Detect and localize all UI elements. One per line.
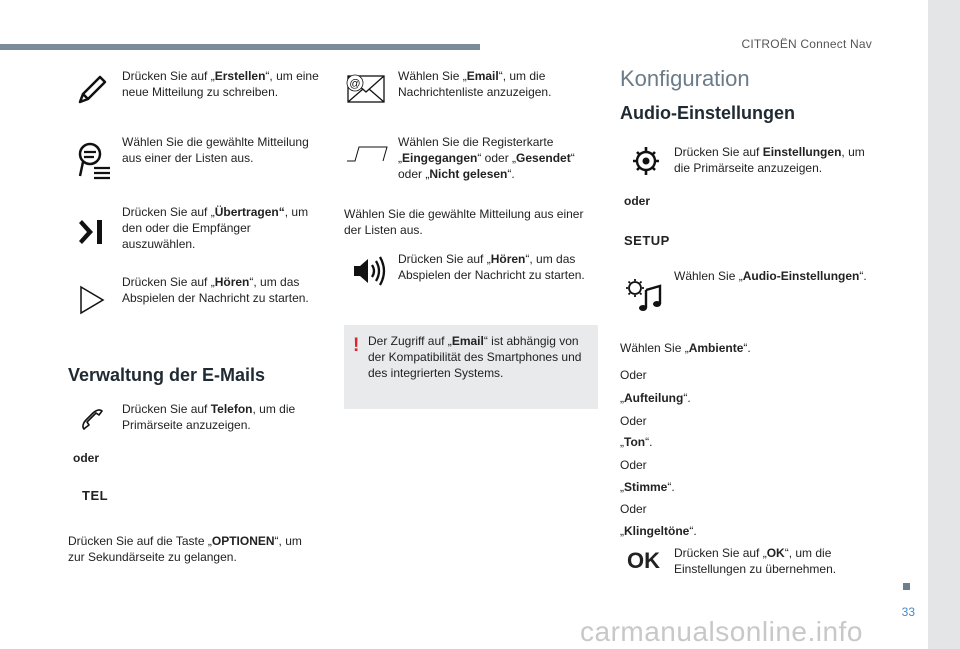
forward-icon: [76, 218, 108, 246]
oder-text-2: Oder: [620, 414, 647, 428]
speaker-icon: [352, 255, 386, 287]
page-header: CITROËN Connect Nav: [741, 37, 872, 51]
phone-icon: [80, 407, 106, 433]
warning-icon: !: [353, 335, 360, 356]
gear-icon: [632, 146, 660, 176]
tel-key: TEL: [82, 488, 109, 503]
tab-instruction: Wählen Sie die Registerkarte „Eingegangen“ oder „Gesendet“ oder „Nicht gelesen“.: [398, 135, 575, 181]
audio-settings-icon: [624, 278, 664, 312]
ok-key: OK: [627, 548, 660, 573]
watermark: carmanualsonline.info: [580, 616, 863, 647]
oder-text-1: Oder: [620, 368, 647, 382]
create-instruction: Drücken Sie auf „Erstellen“, um eine neue Mitteilung zu schreiben.: [122, 69, 319, 99]
pencil-icon: [76, 72, 108, 106]
side-margin-bar: [928, 0, 960, 649]
aufteilung-text: „Aufteilung“.: [620, 391, 691, 405]
play-icon: [78, 285, 106, 315]
select-mail-text: Wählen Sie die gewählte Mitteilung aus einer der Listen aus.: [344, 207, 584, 237]
email-section-heading: Verwaltung der E-Mails: [68, 365, 266, 385]
email-icon: [346, 72, 386, 104]
top-rule: [0, 44, 480, 50]
page-number: 33: [901, 605, 915, 619]
setup-key: SETUP: [624, 233, 670, 248]
message-list-icon: [74, 140, 112, 180]
phone-instruction: Drücken Sie auf Telefon, um die Primärseite anzuzeigen.: [122, 402, 296, 432]
klingeltoene-text: „Klingeltöne“.: [620, 524, 697, 538]
ton-text: „Ton“.: [620, 435, 653, 449]
page-marker: [903, 583, 910, 590]
options-instruction: Drücken Sie auf die Taste „OPTIONEN“, um zur Sekundärseite zu gelangen.: [68, 534, 302, 564]
tab-icon: [346, 144, 390, 164]
listen-instruction: Drücken Sie auf „Hören“, um das Abspielen der Nachricht zu starten.: [122, 275, 309, 305]
audio-settings-instruction: Wählen Sie „Audio-Einstellungen“.: [674, 269, 867, 283]
svg-text:@: @: [349, 78, 361, 90]
select-message-instruction: Wählen Sie die gewählte Mitteilung aus einer der Listen aus.: [122, 135, 309, 165]
ambiente-text: Wählen Sie „Ambiente“.: [620, 341, 751, 355]
settings-instruction: Drücken Sie auf Einstellungen, um die Primärseite anzuzeigen.: [674, 145, 865, 175]
audio-settings-heading: Audio-Einstellungen: [620, 103, 795, 123]
ok-instruction: Drücken Sie auf „OK“, um die Einstellungen zu übernehmen.: [674, 546, 837, 576]
oder-label: oder: [73, 451, 100, 465]
oder-text-3: Oder: [620, 458, 647, 472]
forward-instruction: Drücken Sie auf „Übertragen“, um den oder die Empfänger auszuwählen.: [122, 205, 309, 251]
stimme-text: „Stimme“.: [620, 480, 675, 494]
configuration-title: Konfiguration: [620, 66, 750, 91]
oder-text-4: Oder: [620, 502, 647, 516]
speaker-instruction: Drücken Sie auf „Hören“, um das Abspielen der Nachricht zu starten.: [398, 252, 585, 282]
compatibility-note: [344, 325, 598, 409]
email-instruction: Wählen Sie „Email“, um die Nachrichtenliste anzuzeigen.: [398, 69, 552, 99]
note-text: Der Zugriff auf „Email“ ist abhängig von der Kompatibilität des Smartphones und des integrierten Systems.: [368, 334, 582, 380]
oder-label-2: oder: [624, 194, 651, 208]
